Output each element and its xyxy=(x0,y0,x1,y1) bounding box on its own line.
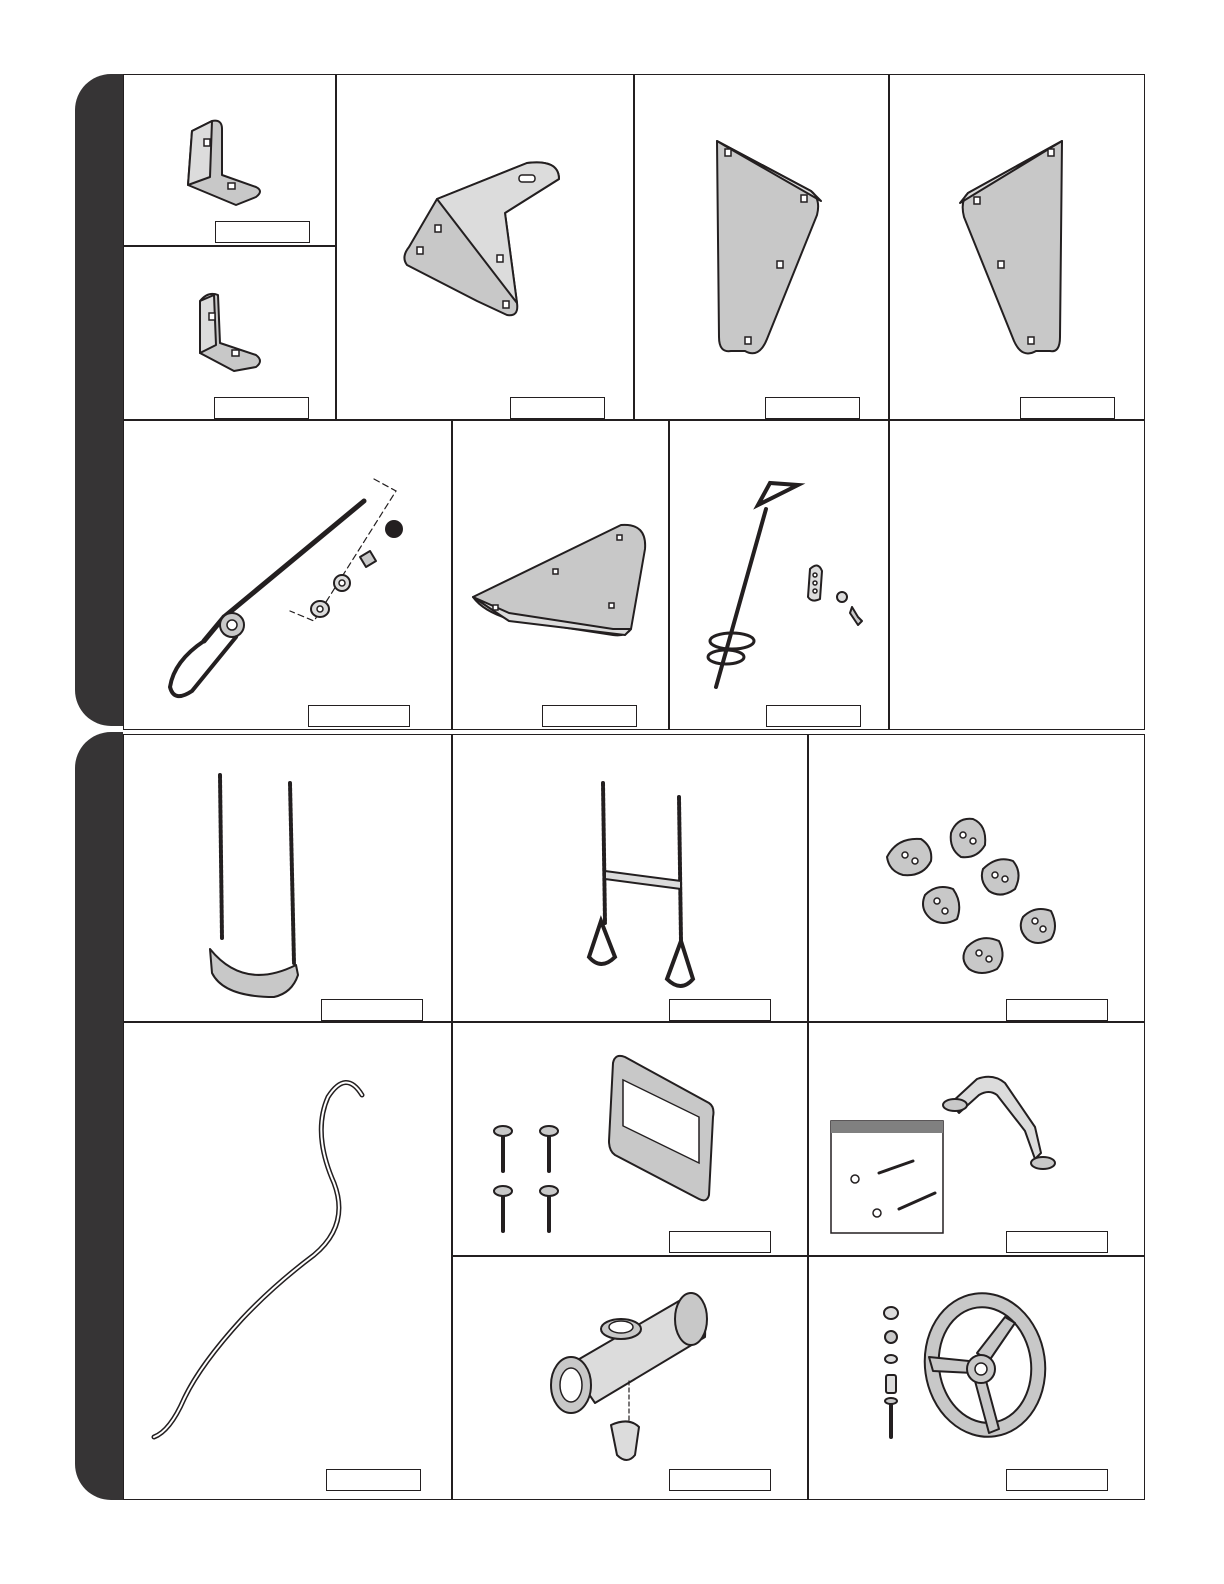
part-cell-bracket-small-a xyxy=(123,74,336,246)
part-cell-handle-kit xyxy=(808,1022,1145,1256)
part-label-box xyxy=(510,397,605,419)
part-cell-sign-screws xyxy=(452,1022,808,1256)
bent-plate-bracket-icon xyxy=(337,75,635,421)
part-cell-trapeze-bar xyxy=(452,734,808,1022)
part-label-box xyxy=(766,705,861,727)
triangle-plate-icon xyxy=(453,421,670,731)
part-label-box xyxy=(1006,1469,1108,1491)
part-label-box xyxy=(1006,999,1108,1021)
part-cell-telescope xyxy=(452,1256,808,1500)
part-cell-empty xyxy=(889,420,1145,730)
part-cell-bracket-bent xyxy=(336,74,634,420)
swing-hanger-icon xyxy=(124,421,453,731)
part-cell-belt-swing xyxy=(123,734,452,1022)
angle-bracket-icon xyxy=(124,247,337,421)
climbing-rope-icon xyxy=(124,1023,453,1501)
part-label-box xyxy=(326,1469,421,1491)
belt-swing-icon xyxy=(124,735,453,1023)
part-label-box xyxy=(214,397,309,419)
part-cell-triangle-plate xyxy=(452,420,669,730)
part-label-box xyxy=(542,705,637,727)
part-cell-rope xyxy=(123,1022,452,1500)
part-label-box xyxy=(308,705,410,727)
part-label-box xyxy=(669,1469,771,1491)
rock-holds-icon xyxy=(809,735,1146,1023)
ground-anchor-icon xyxy=(670,421,890,731)
part-cell-bracket-small-b xyxy=(123,246,336,420)
part-label-box xyxy=(669,999,771,1021)
part-label-box xyxy=(321,999,423,1021)
part-label-box xyxy=(765,397,860,419)
part-label-box xyxy=(1006,1231,1108,1253)
part-cell-swing-hanger xyxy=(123,420,452,730)
screw-icon xyxy=(494,1126,558,1231)
part-cell-gusset-right xyxy=(889,74,1145,420)
trapeze-bar-icon xyxy=(453,735,809,1023)
steering-wheel-icon xyxy=(809,1257,1146,1501)
part-label-box xyxy=(215,221,310,243)
part-cell-gusset-left xyxy=(634,74,889,420)
part-cell-steering-wheel xyxy=(808,1256,1145,1500)
grab-handle-icon xyxy=(809,1023,1146,1257)
part-cell-rock-holds xyxy=(808,734,1145,1022)
telescope-icon xyxy=(453,1257,809,1501)
part-label-box xyxy=(669,1231,771,1253)
sign-plate-icon xyxy=(453,1023,809,1257)
part-cell-ground-anchor xyxy=(669,420,889,730)
parts-sheet xyxy=(123,74,1145,1500)
gusset-plate-icon xyxy=(635,75,890,421)
part-label-box xyxy=(1020,397,1115,419)
gusset-plate-icon xyxy=(890,75,1146,421)
